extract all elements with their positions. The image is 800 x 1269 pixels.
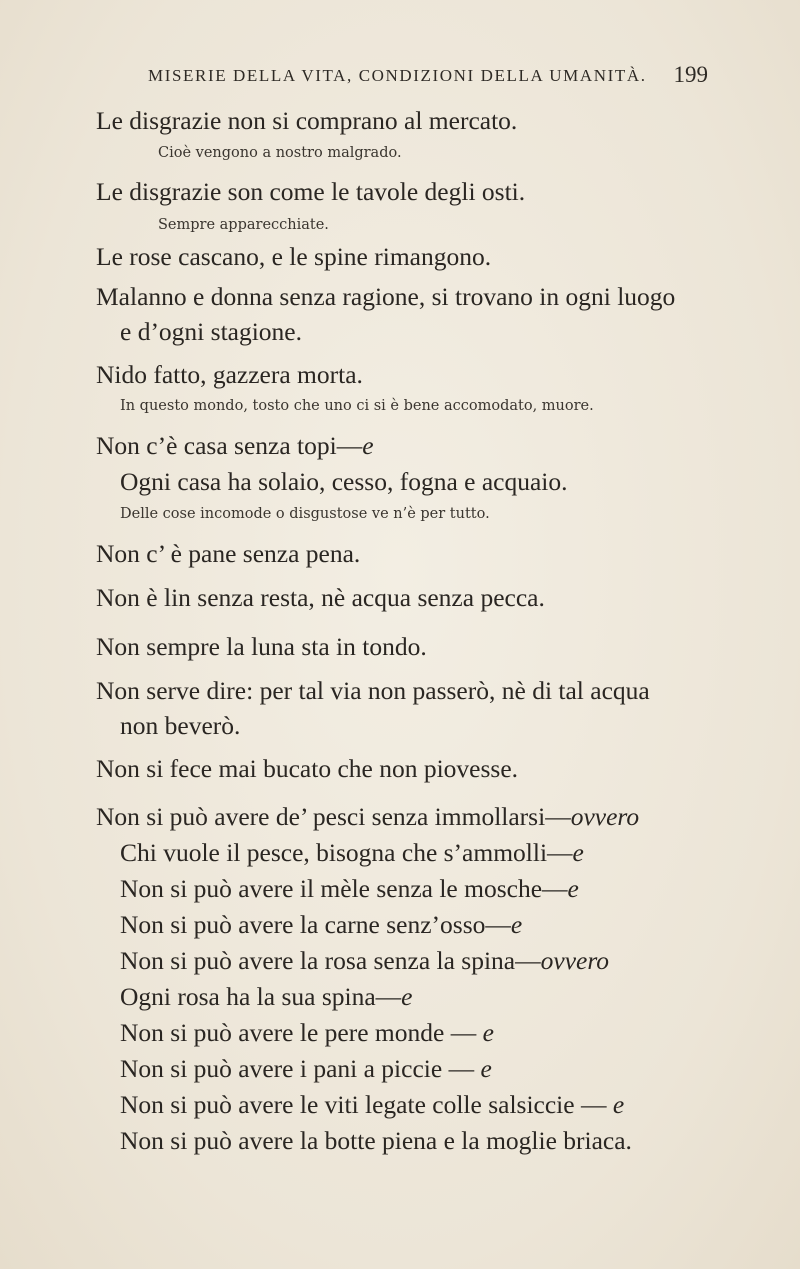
proverb: Non serve dire: per tal via non passerò, nè di tal acqua (96, 676, 650, 705)
proverb-note: Sempre apparecchiate. (158, 217, 329, 233)
proverb: Nido fatto, gazzera morta. (96, 360, 363, 389)
dash: — (375, 982, 402, 1011)
proverb-variant (120, 910, 522, 940)
dash: — (580, 1090, 607, 1119)
proverb-variant (120, 982, 412, 1012)
proverb-continuation: e d’ogni stagione. (120, 317, 302, 346)
proverb: Non è lin senza resta, nè acqua senza pecca. (96, 583, 545, 612)
dash: — (485, 910, 511, 939)
proverb-with-variant (96, 802, 639, 832)
running-head (148, 62, 708, 94)
variant-text: Non si può avere la rosa senza la spina (120, 946, 516, 975)
conjunction: e (567, 874, 579, 903)
variant-text: Non si può avere le pere monde (120, 1018, 445, 1047)
dash: — (448, 1054, 475, 1083)
dash: — (515, 946, 541, 975)
variant-text: Non si può avere le viti legate colle salsiccie (120, 1090, 575, 1119)
conjunction: e (572, 838, 584, 867)
dash: — (545, 802, 571, 831)
conjunction: ovvero (570, 802, 640, 831)
proverb: Non sempre la luna sta in tondo. (96, 632, 427, 661)
proverb-text: Non c’è casa senza topi (96, 431, 337, 460)
proverb: Non si fece mai bucato che non piovesse. (96, 754, 519, 783)
running-title: MISERIE DELLA VITA, CONDIZIONI DELLA UMANITÀ. (148, 66, 647, 85)
dash: — (547, 838, 573, 867)
proverb: Malanno e donna senza ragione, si trovano in ogni luogo (96, 282, 676, 311)
conjunction: e (401, 982, 413, 1011)
proverb: Non c’ è pane senza pena. (96, 539, 361, 568)
proverb-variant (120, 1090, 624, 1120)
conjunction: e (510, 910, 523, 939)
proverb-variant (120, 838, 584, 868)
conjunction: ovvero (540, 946, 610, 975)
variant-text: Non si può avere i pani a piccie (120, 1054, 443, 1083)
proverb-continuation: non beverò. (120, 711, 241, 740)
variant-text: Chi vuole il pesce, bisogna che s’ammolli (120, 838, 548, 867)
proverb-variant: Non si può avere la botte piena e la moglie briaca. (120, 1126, 632, 1155)
proverb: Le rose cascano, e le spine rimangono. (96, 242, 492, 271)
proverb-text: Non si può avere de’ pesci senza immollarsi (96, 802, 546, 831)
proverb-with-variant (96, 431, 374, 461)
variant-text: Non si può avere il mèle senza le mosche (120, 874, 543, 903)
variant-text: Non si può avere la carne senz’osso (120, 910, 486, 939)
proverb-variant (120, 1054, 492, 1084)
proverb-variant (120, 874, 579, 904)
proverb-note: Delle cose incomode o disgustose ve n’è per tutto. (120, 506, 490, 522)
conjunction: e (362, 431, 374, 460)
proverb-variant (120, 1018, 494, 1048)
dash: — (336, 431, 363, 460)
dash: — (450, 1018, 477, 1047)
proverb-variant (120, 946, 609, 976)
proverb-note: In questo mondo, tosto che uno ci si è bene accomodato, muore. (120, 398, 594, 414)
variant-text: Ogni rosa ha la sua spina (120, 982, 376, 1011)
dash: — (542, 874, 568, 903)
conjunction: e (612, 1090, 625, 1119)
conjunction: e (480, 1054, 492, 1083)
proverb: Le disgrazie non si comprano al mercato. (96, 106, 518, 135)
proverb-note: Cioè vengono a nostro malgrado. (158, 145, 402, 161)
page-number: 199 (673, 62, 708, 87)
proverb: Le disgrazie son come le tavole degli osti. (96, 177, 526, 206)
conjunction: e (482, 1018, 494, 1047)
proverb-variant: Ogni casa ha solaio, cesso, fogna e acquaio. (120, 467, 568, 496)
